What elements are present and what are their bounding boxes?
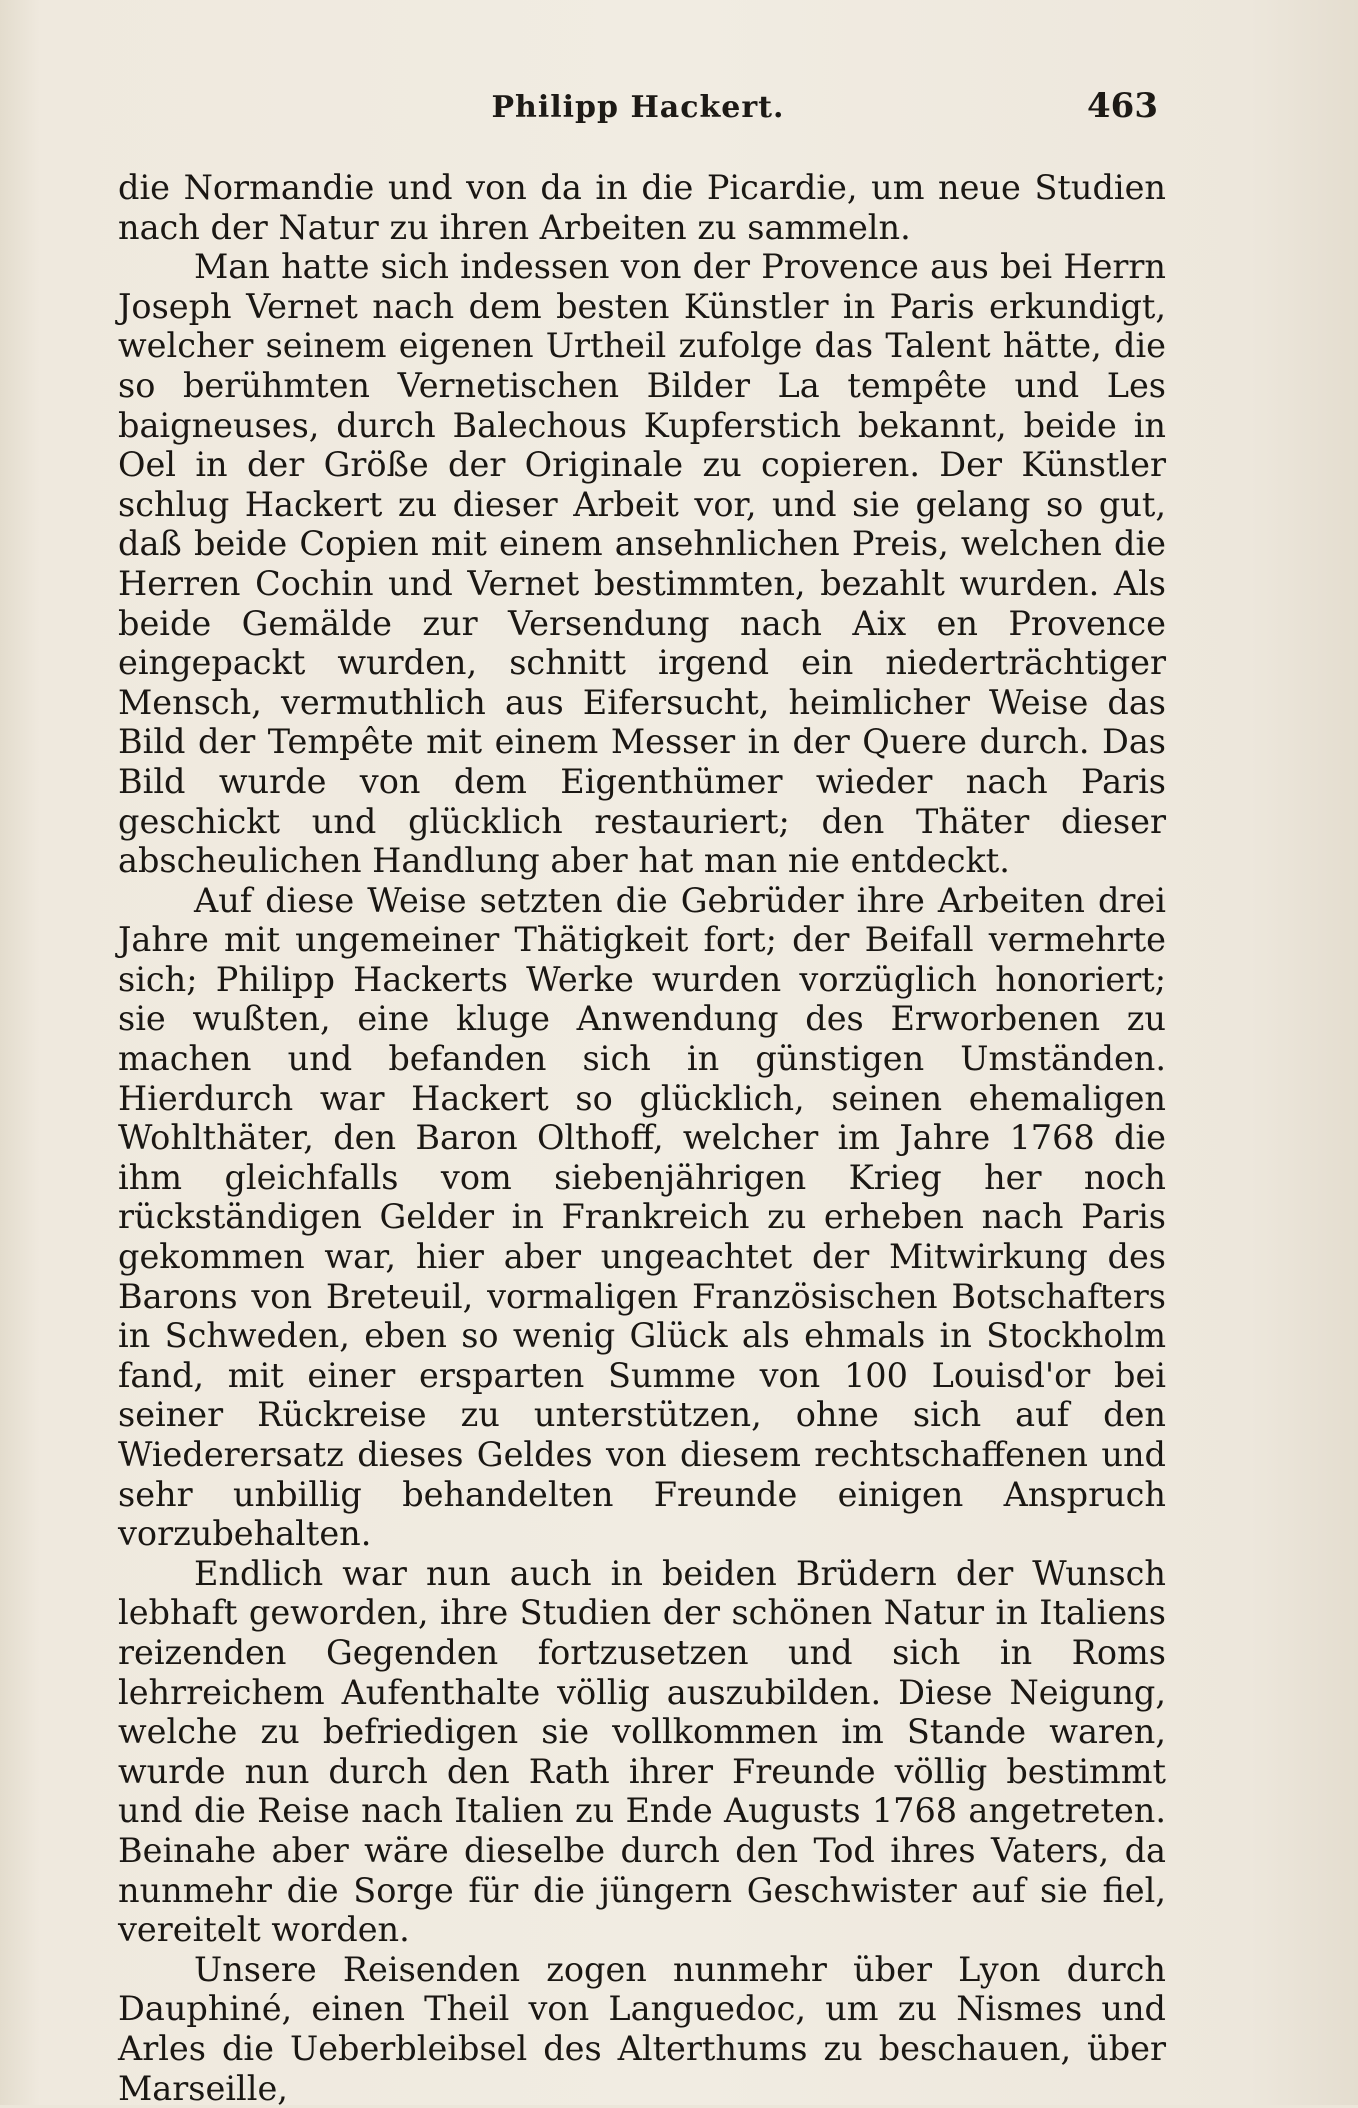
paragraph-5: Unsere Reisenden zogen nunmehr über Lyon durch Dauphiné, einen Theil von Languedoc, um zu Nismes und Arles die Ueberbleibsel des Alterthums zu beschauen, über Marseille, (118, 1949, 1166, 2108)
running-title: Philipp Hackert. (491, 90, 785, 125)
paragraph-2: Man hatte sich indessen von der Provence aus bei Herrn Joseph Vernet nach dem besten Künstler in Paris erkundigt, welcher seinem eigenen Urtheil zufolge das Talent hätte, die so berühmten Vernetischen Bilder La tempête und Les baigneuses, durch Balechous Kupferstich bekannt, beide in Oel in der Größe der Originale zu copieren. Der Künstler schlug Hackert zu dieser Arbeit vor, und sie gelang so gut, daß beide Copien mit einem ansehnlichen Preis, welchen die Herren Cochin und Vernet bestimmten, bezahlt wurden. Als beide Gemälde zur Versendung nach Aix en Provence eingepackt wurden, schnitt irgend ein niederträchtiger Mensch, vermuthlich aus Eifersucht, heimlicher Weise das Bild der Tempête mit einem Messer in der Quere durch. Das Bild wurde von dem Eigenthümer wieder nach Paris geschickt und glücklich restauriert; den Thäter dieser abscheulichen Handlung aber hat man nie entdeckt. (118, 247, 1166, 881)
body-text (118, 168, 1166, 2108)
paragraph-1: die Normandie und von da in die Picardie, um neue Studien nach der Natur zu ihren Arbeiten zu sammeln. (118, 168, 1166, 247)
paragraph-4: Endlich war nun auch in beiden Brüdern der Wunsch lebhaft geworden, ihre Studien der schönen Natur in Italiens reizenden Gegenden fortzusetzen und sich in Roms lehrreichem Aufenthalte völlig auszubilden. Diese Neigung, welche zu befriedigen sie vollkommen im Stande waren, wurde nun durch den Rath ihrer Freunde völlig bestimmt und die Reise nach Italien zu Ende Augusts 1768 angetreten. Beinahe aber wäre dieselbe durch den Tod ihres Vaters, da nunmehr die Sorge für die jüngern Geschwister auf sie fiel, vereitelt worden. (118, 1553, 1166, 1950)
page-header (118, 82, 1158, 134)
paragraph-3: Auf diese Weise setzten die Gebrüder ihre Arbeiten drei Jahre mit ungemeiner Thätigkeit fort; der Beifall vermehrte sich; Philipp Hackerts Werke wurden vorzüglich honoriert; sie wußten, eine kluge Anwendung des Erworbenen zu machen und befanden sich in günstigen Umständen. Hierdurch war Hackert so glücklich, seinen ehemaligen Wohlthäter, den Baron Olthoff, welcher im Jahre 1768 die ihm gleichfalls vom siebenjährigen Krieg her noch rückständigen Gelder in Frankreich zu erheben nach Paris gekommen war, hier aber ungeachtet der Mitwirkung des Barons von Breteuil, vormaligen Französischen Botschafters in Schweden, eben so wenig Glück als ehmals in Stockholm fand, mit einer ersparten Summe von 100 Louisd'or bei seiner Rückreise zu unterstützen, ohne sich auf den Wiederersatz dieses Geldes von diesem rechtschaffenen und sehr unbillig behandelten Freunde einigen Anspruch vorzubehalten. (118, 880, 1166, 1554)
page-number: 463 (1087, 86, 1158, 126)
